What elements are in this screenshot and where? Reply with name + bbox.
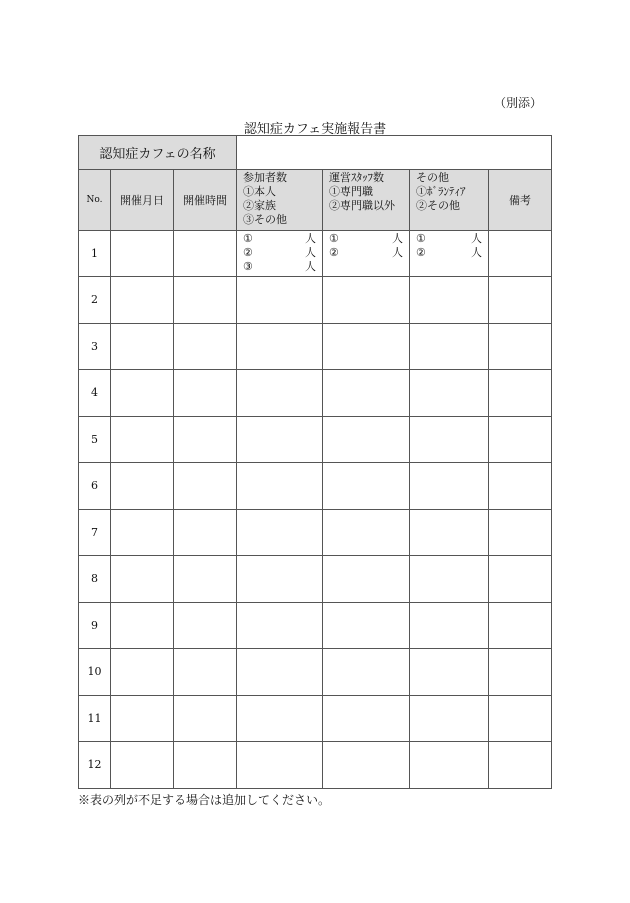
cafe-name-label: 認知症カフェの名称 [79,136,237,170]
staff-cell[interactable] [323,509,410,556]
count-unit: 人 [305,260,317,273]
header-row [79,170,552,231]
count-mark: ① [243,232,253,245]
time-cell[interactable] [174,370,237,417]
staff-cell[interactable] [323,742,410,789]
table-row [79,602,552,649]
date-cell[interactable] [111,370,174,417]
other-cell[interactable] [410,370,489,417]
time-cell[interactable] [174,556,237,603]
row-number: 9 [79,602,111,649]
staff-cell[interactable] [323,323,410,370]
participants-cell[interactable] [237,463,323,510]
other-cell[interactable] [410,463,489,510]
count-unit: 人 [471,246,483,259]
footnote: ※表の列が不足する場合は追加してください。 [78,793,331,807]
date-cell[interactable] [111,231,174,277]
date-cell[interactable] [111,323,174,370]
participants-cell[interactable] [237,370,323,417]
table-row [79,463,552,510]
count-unit: 人 [305,246,317,259]
document-title: 認知症カフェ実施報告書 [243,122,387,137]
remarks-cell[interactable] [489,695,552,742]
time-cell[interactable] [174,649,237,696]
header-line: 参加者数 [243,171,288,184]
other-cell[interactable] [410,231,489,277]
time-cell[interactable] [174,323,237,370]
participants-cell[interactable] [237,509,323,556]
other-cell[interactable] [410,416,489,463]
time-cell[interactable] [174,602,237,649]
participants-cell[interactable] [237,231,323,277]
remarks-cell[interactable] [489,649,552,696]
other-cell[interactable] [410,509,489,556]
staff-cell[interactable] [323,556,410,603]
header-line: 運営ｽﾀｯﾌ数 [329,171,385,184]
header-date: 開催月日 [111,170,174,231]
table-row [79,370,552,417]
date-cell[interactable] [111,416,174,463]
table-row [79,416,552,463]
date-cell[interactable] [111,509,174,556]
row-number: 5 [79,416,111,463]
row-number: 11 [79,695,111,742]
participants-cell[interactable] [237,602,323,649]
table-row [79,323,552,370]
date-cell[interactable] [111,695,174,742]
count-unit: 人 [392,246,404,259]
header-line: ②専門職以外 [329,199,396,212]
header-line: ①専門職 [329,185,374,198]
remarks-cell[interactable] [489,370,552,417]
date-cell[interactable] [111,277,174,324]
participants-cell[interactable] [237,323,323,370]
time-cell[interactable] [174,416,237,463]
count-mark: ② [416,246,426,259]
table-row [79,649,552,696]
time-cell[interactable] [174,695,237,742]
participants-cell[interactable] [237,416,323,463]
row-number: 7 [79,509,111,556]
table-row [79,742,552,789]
staff-cell[interactable] [323,231,410,277]
table-row [79,556,552,603]
row-number: 12 [79,742,111,789]
remarks-cell[interactable] [489,509,552,556]
remarks-cell[interactable] [489,556,552,603]
remarks-cell[interactable] [489,323,552,370]
date-cell[interactable] [111,556,174,603]
other-cell[interactable] [410,556,489,603]
remarks-cell[interactable] [489,742,552,789]
other-cell[interactable] [410,649,489,696]
other-cell[interactable] [410,695,489,742]
count-mark: ① [329,232,339,245]
time-cell[interactable] [174,231,237,277]
staff-cell[interactable] [323,695,410,742]
time-cell[interactable] [174,463,237,510]
other-cell[interactable] [410,323,489,370]
header-participants [237,170,323,231]
count-mark: ③ [243,260,253,273]
header-no: No. [79,170,111,231]
header-line: ①ﾎﾞﾗﾝﾃｨｱ [416,185,466,198]
table-row [79,277,552,324]
header-staff [323,170,410,231]
time-cell[interactable] [174,277,237,324]
row-number: 4 [79,370,111,417]
staff-cell[interactable] [323,370,410,417]
staff-cell[interactable] [323,277,410,324]
date-cell[interactable] [111,463,174,510]
row-number: 1 [79,231,111,277]
other-cell[interactable] [410,602,489,649]
date-cell[interactable] [111,649,174,696]
count-mark: ① [416,232,426,245]
participants-cell[interactable] [237,277,323,324]
date-cell[interactable] [111,742,174,789]
header-other [410,170,489,231]
count-unit: 人 [471,232,483,245]
header-time: 開催時間 [174,170,237,231]
row-number: 6 [79,463,111,510]
header-line: ②家族 [243,199,277,212]
header-remarks: 備考 [489,170,552,231]
table-row [79,509,552,556]
row-number: 2 [79,277,111,324]
participants-cell[interactable] [237,556,323,603]
staff-cell[interactable] [323,463,410,510]
row-number: 3 [79,323,111,370]
staff-cell[interactable] [323,416,410,463]
remarks-cell[interactable] [489,277,552,324]
header-line: その他 [416,171,450,184]
header-line: ②その他 [416,199,461,212]
date-cell[interactable] [111,602,174,649]
remarks-cell[interactable] [489,231,552,277]
remarks-cell[interactable] [489,602,552,649]
time-cell[interactable] [174,509,237,556]
report-table [78,135,552,789]
other-cell[interactable] [410,277,489,324]
staff-cell[interactable] [323,602,410,649]
count-mark: ② [329,246,339,259]
cafe-name-field[interactable] [237,136,552,170]
participants-cell[interactable] [237,742,323,789]
row-number: 10 [79,649,111,696]
remarks-cell[interactable] [489,463,552,510]
participants-cell[interactable] [237,649,323,696]
count-unit: 人 [392,232,404,245]
table-row [79,231,552,277]
remarks-cell[interactable] [489,416,552,463]
count-mark: ② [243,246,253,259]
row-number: 8 [79,556,111,603]
staff-cell[interactable] [323,649,410,696]
annex-label: （別添） [493,96,542,110]
table-row [79,695,552,742]
time-cell[interactable] [174,742,237,789]
count-unit: 人 [305,232,317,245]
header-line: ③その他 [243,213,288,226]
header-line: ①本人 [243,185,277,198]
participants-cell[interactable] [237,695,323,742]
other-cell[interactable] [410,742,489,789]
